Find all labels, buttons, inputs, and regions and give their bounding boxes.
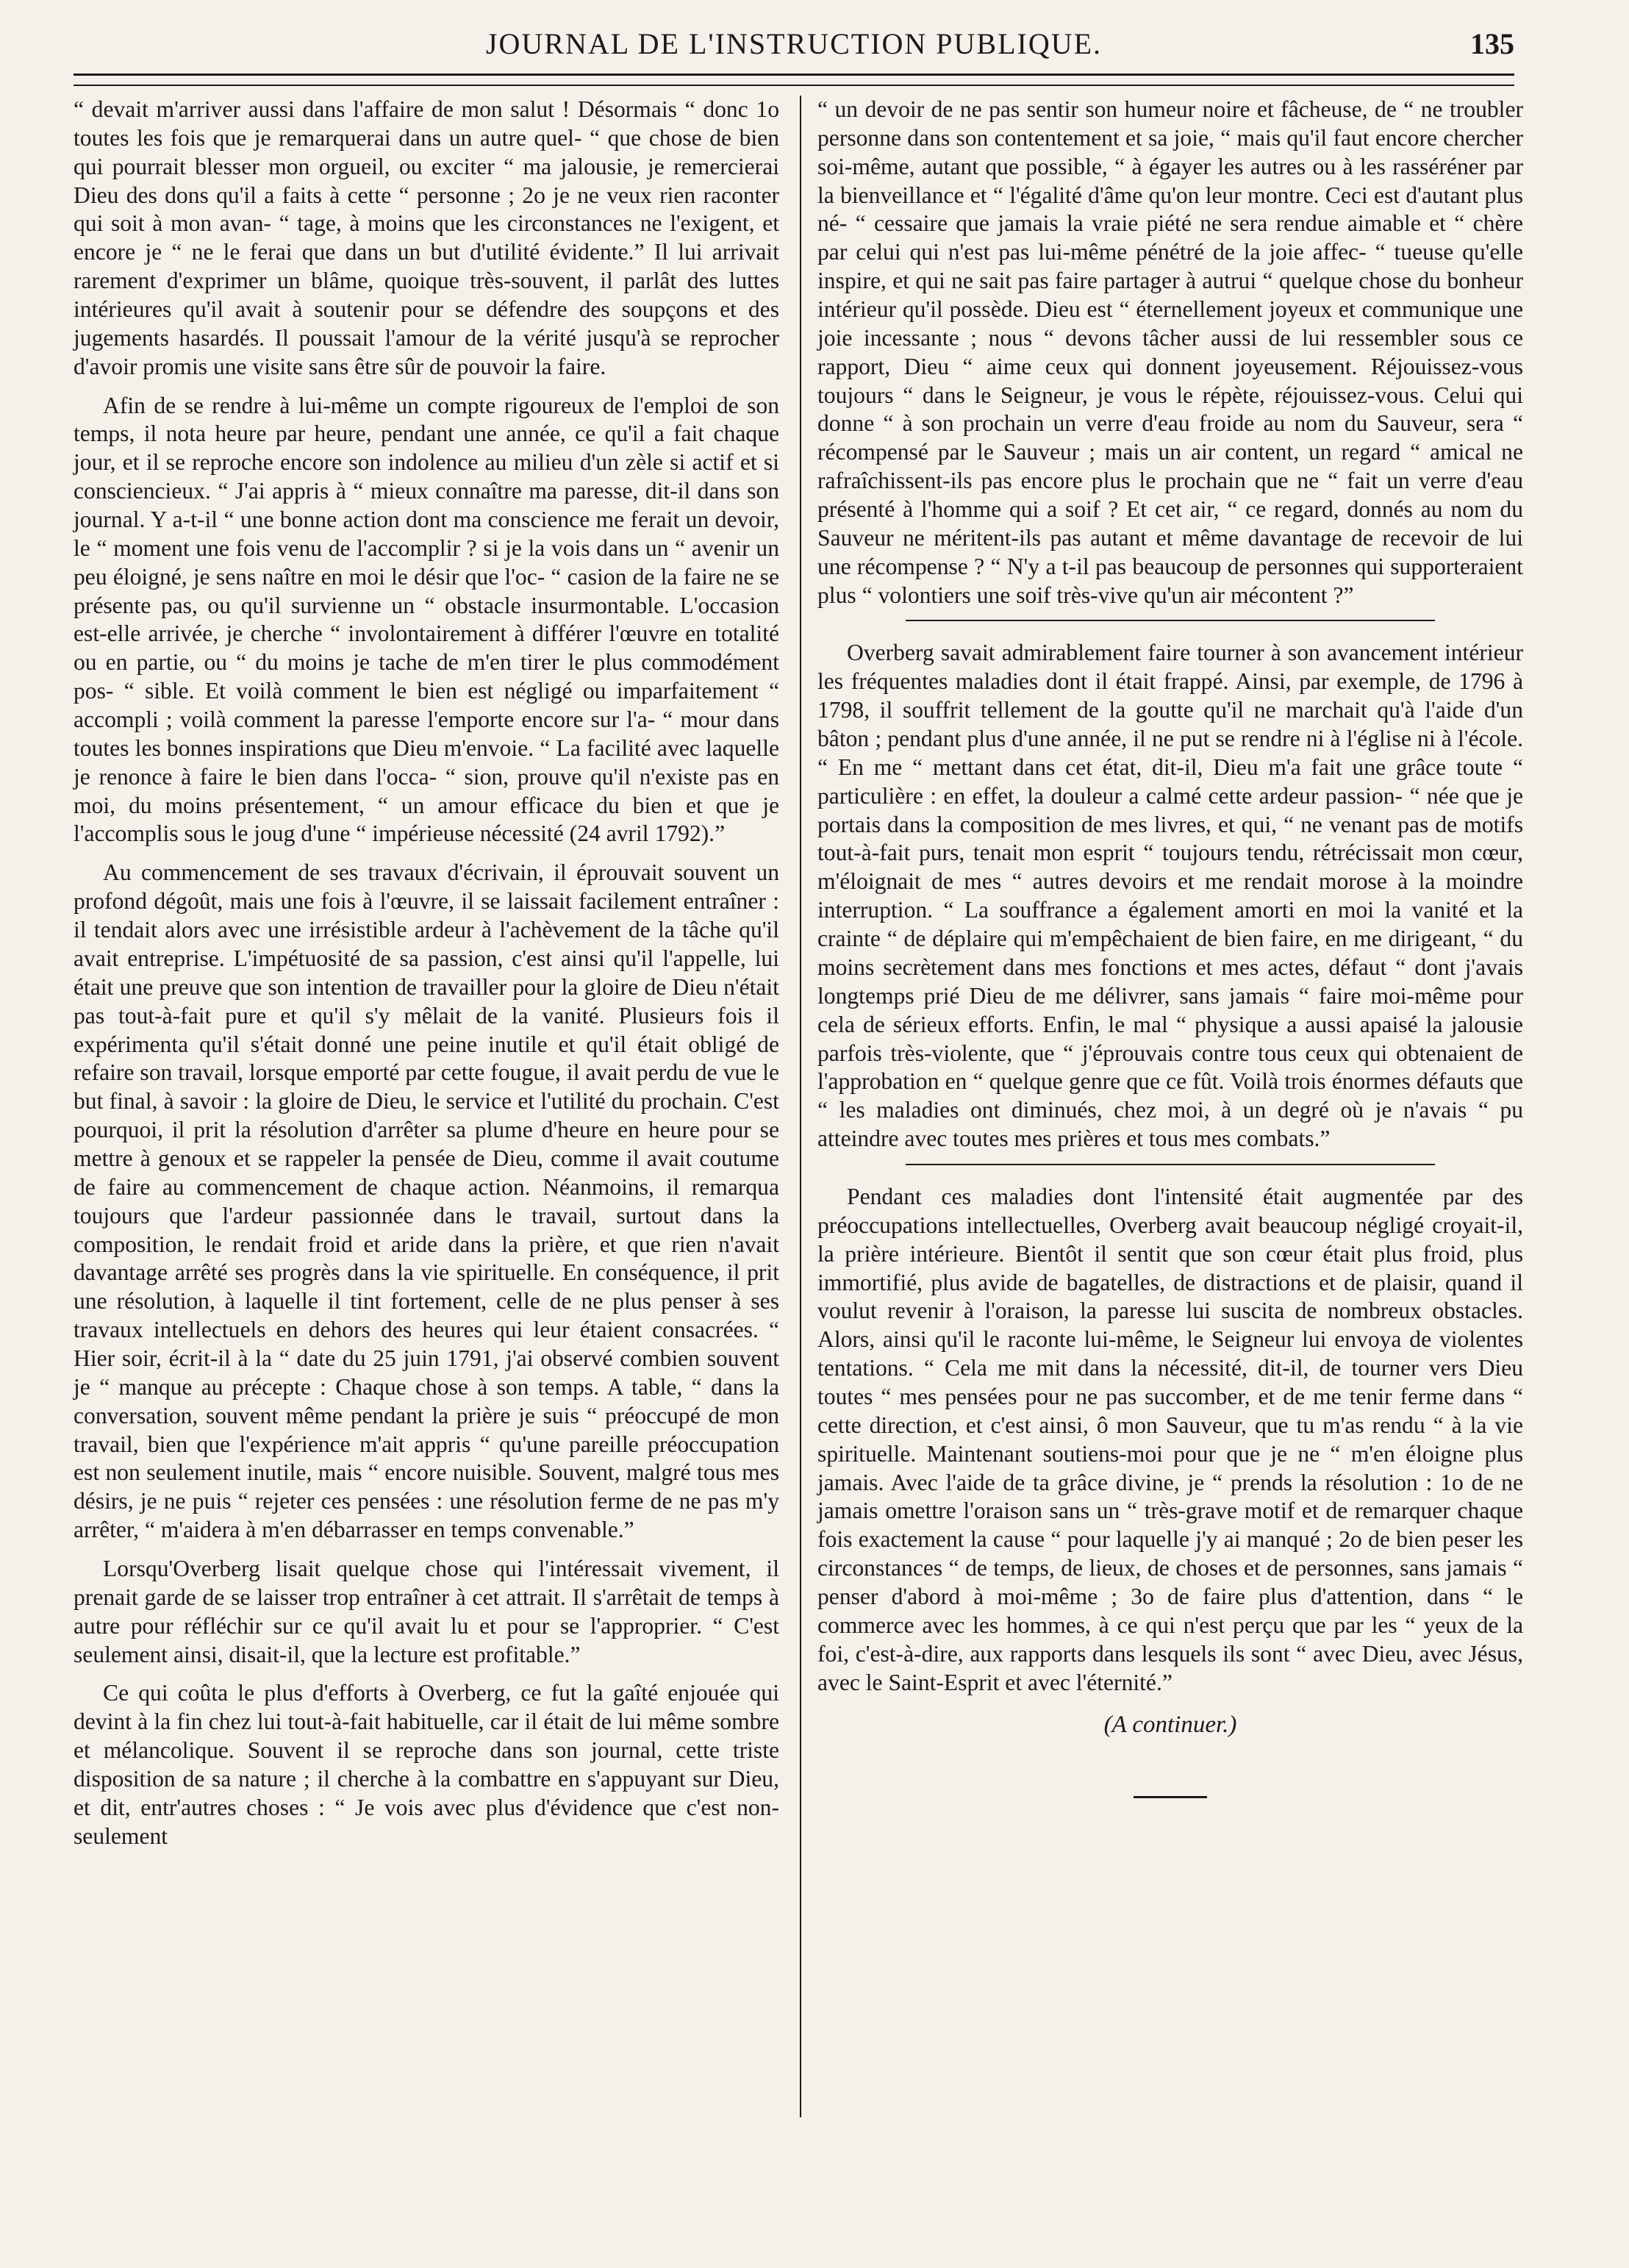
paragraph: Lorsqu'Overberg lisait quelque chose qui l'intéressait vivement, il prenait garde de se laisser trop entraîner à cet attrait. Il s'arrêtait de temps à autre pour réfléchir sur ce qu'il avait lu et pour se l'approprier. “ C'est seulement ainsi, disait-il, que la lecture est profitable.” — [74, 1555, 779, 1667]
header-rule — [74, 74, 1514, 86]
right-column — [817, 96, 1523, 1798]
section-rule — [906, 1164, 1435, 1165]
paragraph: Afin de se rendre à lui-même un compte rigoureux de l'emploi de son temps, il nota heure par heure, pendant une année, ce qu'il a fait chaque jour, et il se reproche encore son indolence au milieu d'un zèle si actif et si consciencieux. “ J'ai appris à “ mieux connaître ma paresse, dit-il dans son journal. Y a-t-il “ une bonne action dont ma conscience me ferait un devoir, le “ moment une fois venu de l'accomplir ? si je la vois dans un “ avenir un peu éloigné, je sens naître en moi le désir que l'oc- “ casion de la faire ne se présente pas, ou qu'il survienne un “ obstacle insurmontable. L'occasion est-elle arrivée, je cherche “ involontairement à différer l'œuvre en totalité ou en partie, ou “ du moins je tache de m'en tirer le plus commodément pos- “ sible. Et voilà comment le bien est négligé ou imparfaitement “ accompli ; voilà comment la paresse l'emporte encore sur l'a- “ mour dans toutes les bonnes inspirations que Dieu m'envoie. “ La facilité avec laquelle je renonce à faire le bien dans l'occa- “ sion, prouve qu'il n'existe pas en moi, du moins présentement, “ un amour efficace du bien et que je l'accomplis sous le joug d'une “ impérieuse nécessité (24 avril 1792).” — [74, 392, 779, 847]
paragraph: “ devait m'arriver aussi dans l'affaire de mon salut ! Désormais “ donc 1o toutes les fois que je remarquerai dans un autre quel- “ que chose de bien qui pourrait blesser mon orgueil, ou exciter “ ma jalousie, je remercierai Dieu des dons qu'il a faits à cette “ personne ; 2o je ne veux rien raconter qui soit à mon avan- “ tage, à moins que les circonstances ne l'exigent, et encore je “ ne le ferai que dans un but d'utilité évidente.” Il lui arrivait rarement d'exprimer un blâme, quoique très-souvent, il parlât des luttes intérieures qu'il avait à soutenir pour se défendre des soupçons et des jugements hasardés. Il poussait l'amour de la vérité jusqu'à se reprocher d'avoir promis une visite sans être sûr de pouvoir la faire. — [74, 96, 779, 379]
left-column — [74, 96, 779, 1861]
paragraph: Overberg savait admirablement faire tourner à son avancement intérieur les fréquentes maladies dont il était frappé. Ainsi, par exemple, de 1796 à 1798, il souffrit tellement de la goutte qu'il ne marchait qu'à l'aide d'un bâton ; pendant plus d'une année, il ne put se rendre ni à l'église ni à l'école. “ En me “ mettant dans cet état, dit-il, Dieu m'a fait une grâce toute “ particulière : en effet, la douleur a calmé cette ardeur passion- “ née que je portais dans la composition de mes livres, et qui, “ ne venant pas de motifs tout-à-fait purs, tenait mon esprit “ toujours tendu, rétrécissait mon cœur, m'éloignait de mes “ autres devoirs et me rendait morose à la moindre interruption. “ La souffrance a également amorti en moi la vanité et la crainte “ de déplaire qui m'empêchaient de bien faire, en me dirigeant, “ du moins secrètement dans mes fonctions et mes actes, défaut “ dont j'avais longtemps prié Dieu de me délivrer, sans jamais “ faire moi-même pour cela de sérieux efforts. Enfin, le mal “ physique a aussi apaisé la jalousie parfois très-violente, que “ j'éprouvais contre tous ceux qui obtenaient de l'approbation en “ quelque genre que ce fût. Voilà trois énormes défauts que “ les maladies ont diminués, chez moi, à un degré où je n'avais “ pu atteindre avec toutes mes prières et tous mes combats.” — [817, 640, 1523, 1152]
page-number: 135 — [1470, 27, 1514, 60]
page-header — [74, 21, 1514, 65]
column-divider — [800, 96, 801, 2117]
paragraph: Ce qui coûta le plus d'efforts à Overberg, ce fut la gaîté enjouée qui devint à la fin chez lui tout-à-fait habituelle, car il était de lui même sombre et mélancolique. Souvent il se reproche dans son journal, cette triste disposition de sa nature ; il cherche à la combattre en s'appuyant sur Dieu, et dit, entr'autres choses : “ Je vois avec plus d'évidence que c'est non-seulement — [74, 1680, 779, 1849]
paragraph: “ un devoir de ne pas sentir son humeur noire et fâcheuse, de “ ne troubler personne dans son contentement et sa joie, “ mais qu'il faut encore chercher soi-même, autant que possible, “ à égayer les autres ou à les rasséréner par la bienveillance et “ l'égalité d'âme qu'on leur montre. Ceci est d'autant plus né- “ cessaire que jamais la vraie piété ne sera rendue aimable et “ chère par celui qui n'est pas lui-même pénétré de la joie affec- “ tueuse qu'elle inspire, et qui ne sait pas faire partager à autrui “ quelque chose du bonheur intérieur qu'il possède. Dieu est “ éternellement joyeux et communique une joie incessante ; nous “ devons tâcher aussi de lui ressembler sous ce rapport, Dieu “ aime ceux qui donnent joyeusement. Réjouissez-vous toujours “ dans le Seigneur, je vous le répète, réjouissez-vous. Celui qui donne “ à son prochain un verre d'eau froide au nom du Sauveur, sera “ récompensé par le Sauveur ; mais un air content, un regard “ amical ne rafraîchissent-ils pas encore plus le prochain que ne “ fait un verre d'eau présenté à l'homme qui a soif ? Et cet air, “ ce regard, donnés au nom du Sauveur ne méritent-ils pas autant et même davantage de recevoir de lui une récompense ? “ N'y a t-il pas beaucoup de personnes qui supporteraient plus “ volontiers une soif très-vive qu'un air mécontent ?” — [817, 96, 1523, 608]
continuation-note: (A continuer.) — [1103, 1711, 1237, 1739]
running-title: JOURNAL DE L'INSTRUCTION PUBLIQUE. — [485, 27, 1103, 60]
section-rule — [906, 620, 1435, 621]
paragraph: Au commencement de ses travaux d'écrivain, il éprouvait souvent un profond dégoût, mais une fois à l'œuvre, il se laissait facilement entraîner : il tendait alors avec une irrésistible ardeur à l'achèvement de la tâche qu'il avait entreprise. L'impétuosité de sa passion, c'est ainsi qu'il l'appelle, lui était une preuve que son intention de travailler pour la gloire de Dieu n'était pas tout-à-fait pure et qu'il s'y mêlait de la vanité. Plusieurs fois il expérimenta qu'il s'était donné une peine inutile et qu'il était obligé de refaire son travail, lorsque emporté par cette fougue, il avait perdu de vue le but final, à savoir : la gloire de Dieu, le service et l'utilité du prochain. C'est pourquoi, il prit la résolution d'arrêter sa plume d'heure en heure pour se mettre à genoux et se rappeler la pensée de Dieu, comme il avait coutume de faire au commencement de chaque action. Néanmoins, il remarqua toujours que l'ardeur passionnée dans le travail, surtout dans la composition, le rendait froid et aride dans la prière, et que rien n'avait davantage arrêté ses progrès dans la vie spirituelle. En conséquence, il prit une résolution, à laquelle il tint fortement, celle de ne plus penser à ses travaux intellectuels en dehors des heures qui leur étaient consacrées. “ Hier soir, écrit-il à la “ date du 25 juin 1791, j'ai observé combien souvent je “ manque au précepte : Chaque chose à son temps. A table, “ dans la conversation, souvent même pendant la prière je suis “ préoccupé de mon travail, bien que l'expérience m'ait appris “ qu'une pareille préoccupation est non seulement inutile, mais “ encore nuisible. Souvent, malgré tous mes désirs, je ne puis “ rejeter ces pensées : une résolution ferme de ne pas m'y arrêter, “ m'aidera à m'en débarrasser en temps convenable.” — [74, 859, 779, 1543]
paragraph: Pendant ces maladies dont l'intensité était augmentée par des préoccupations intellectuelles, Overberg avait beaucoup négligé croyait-il, la prière intérieure. Bientôt il sentit que son cœur était plus froid, plus immortifié, plus avide de bagatelles, de distractions et de plaisir, quand il voulut revenir à l'oraison, la paresse lui suscita de nombreux obstacles. Alors, ainsi qu'il le raconte lui-même, le Seigneur lui envoya de violentes tentations. “ Cela me mit dans la nécessité, dit-il, de tourner vers Dieu toutes “ mes pensées pour ne pas succomber, et de me tenir ferme dans “ cette direction, et c'est ainsi, ô mon Sauveur, que tu m'as rendu “ à la vie spirituelle. Maintenant soutiens-moi pour que je ne “ m'en éloigne plus jamais. Avec l'aide de ta grâce divine, je “ prends la résolution : 1o de ne jamais omettre l'oraison sans un “ très-grave motif et de remarquer chaque fois exactement la cause “ pour laquelle j'y ai manqué ; 2o de bien peser les circonstances “ de temps, de lieux, de choses et de personnes, sans jamais “ penser d'abord à moi-même ; 3o de faire plus d'attention, dans “ le commerce avec les hommes, à ce qui n'est perçu que par les “ yeux de la foi, c'est-à-dire, aux rapports dans lesquels ils sont “ avec Dieu, avec Jésus, avec le Saint-Esprit et avec l'éternité.” — [817, 1183, 1523, 1695]
end-mark — [1134, 1796, 1207, 1798]
